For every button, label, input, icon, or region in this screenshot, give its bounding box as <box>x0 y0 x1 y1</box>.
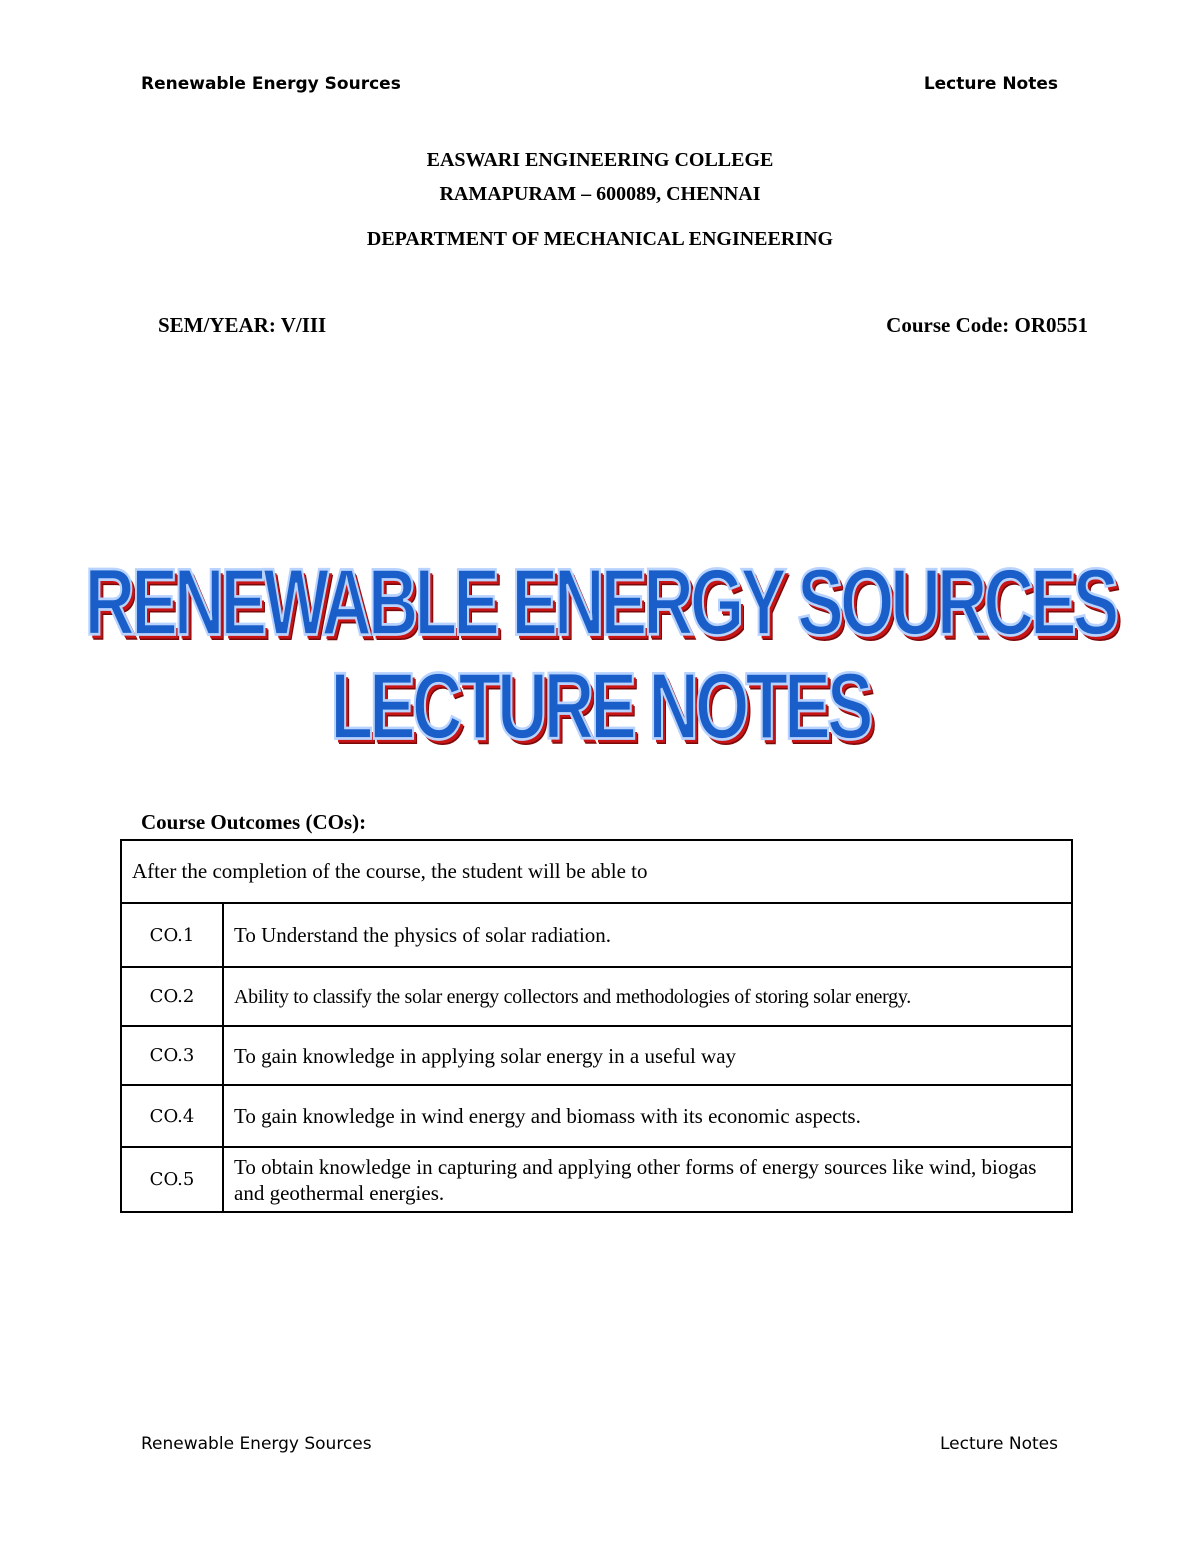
college-name: EASWARI ENGINEERING COLLEGE <box>426 149 774 171</box>
sem-year: SEM/YEAR: V/III <box>158 313 327 337</box>
course-code: Course Code: OR0551 <box>886 313 1088 337</box>
department-name: DEPARTMENT OF MECHANICAL ENGINEERING <box>366 228 834 250</box>
footer-right: Lecture Notes <box>940 1434 1058 1454</box>
table-row <box>121 903 1072 967</box>
college-address: RAMAPURAM – 600089, CHENNAI <box>439 183 761 205</box>
outcomes-intro: After the completion of the course, the student will be able to <box>121 840 1072 903</box>
table-row <box>121 967 1072 1026</box>
co-description: To obtain knowledge in capturing and applying other forms of energy sources like wind, biogas and geothermal energies. <box>223 1147 1072 1212</box>
table-row <box>121 840 1072 903</box>
table-row <box>121 1026 1072 1085</box>
co-code: CO.5 <box>121 1147 223 1212</box>
co-code: CO.2 <box>121 967 223 1026</box>
co-description: To Understand the physics of solar radiation. <box>223 903 1072 967</box>
co-description: To gain knowledge in wind energy and biomass with its economic aspects. <box>223 1085 1072 1147</box>
table-row <box>121 1085 1072 1147</box>
co-description: To gain knowledge in applying solar energy in a useful way <box>223 1026 1072 1085</box>
co-description: Ability to classify the solar energy collectors and methodologies of storing solar energy. <box>223 967 1072 1026</box>
header-right: Lecture Notes <box>923 74 1058 94</box>
header-left: Renewable Energy Sources <box>141 74 401 94</box>
co-code: CO.3 <box>121 1026 223 1085</box>
course-outcomes-heading: Course Outcomes (COs): <box>141 810 367 834</box>
title-line-2: LECTURE NOTES <box>330 653 870 759</box>
co-code: CO.1 <box>121 903 223 967</box>
table-row <box>121 1147 1072 1212</box>
title-line-1: RENEWABLE ENERGY SOURCES <box>84 549 1116 655</box>
co-code: CO.4 <box>121 1085 223 1147</box>
footer-left: Renewable Energy Sources <box>141 1434 372 1454</box>
course-outcomes-table <box>120 839 1073 1213</box>
